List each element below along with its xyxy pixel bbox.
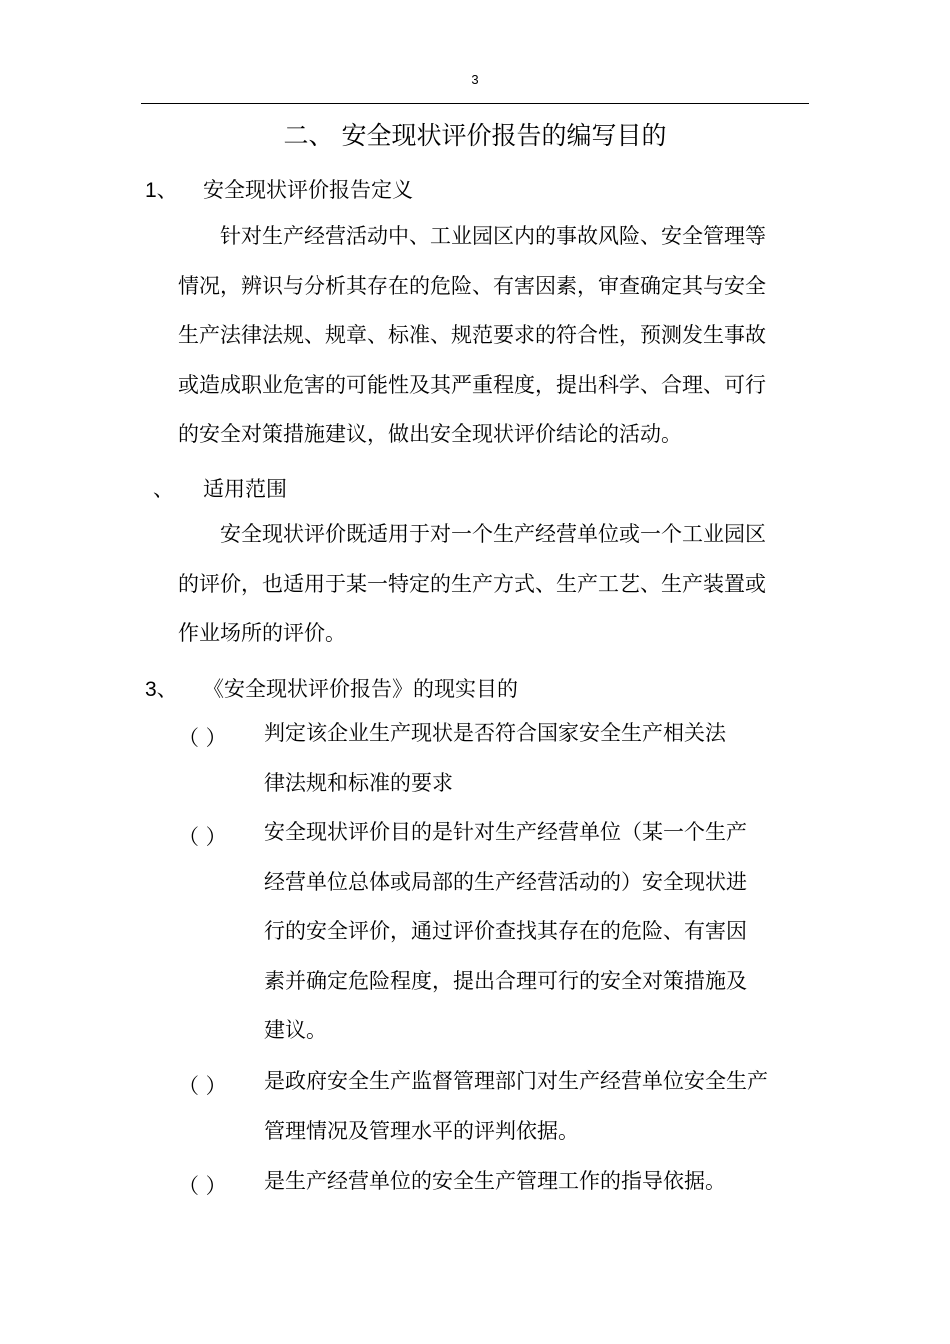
paragraph-line: 作业场所的评价。 [178,621,346,646]
subitem-line: 建议。 [264,1018,327,1043]
subitem-marker: （ ） [178,825,227,849]
item-number: 1、 [145,179,178,202]
paragraph-scope [178,510,818,659]
paragraph-line: 或造成职业危害的可能性及其严重程度，提出科学、合理、可行 [178,372,766,397]
item-number: 、 [153,477,174,501]
item-heading: 安全现状评价报告定义 [203,178,413,202]
section-title: 二、 安全现状评价报告的编写目的 [283,121,667,150]
header-rule [141,103,809,104]
subitem-text [264,808,824,1056]
subitem-marker: （ ） [178,726,227,750]
subitem-line: 经营单位总体或局部的生产经营活动的）安全现状进 [264,869,747,894]
subitem-marker: （ ） [178,1174,227,1198]
page-number: 3 [471,72,479,87]
paragraph-line: 生产法律法规、规章、标准、规范要求的符合性，预测发生事故 [178,323,766,348]
subitem-line: 律法规和标准的要求 [264,770,453,795]
subitem-text [264,709,824,808]
subitem-line: 管理情况及管理水平的评判依据。 [264,1118,579,1143]
subitem-marker: （ ） [178,1074,227,1098]
subitem-line: 安全现状评价目的是针对生产经营单位（某一个生产 [264,820,747,844]
subitem-line: 行的安全评价，通过评价查找其存在的危险、有害因 [264,919,747,944]
item-number: 3、 [145,678,178,701]
paragraph-definition [178,212,818,460]
subitem-line: 是生产经营单位的安全生产管理工作的指导依据。 [264,1169,726,1193]
item-heading: 《安全现状评价报告》的现实目的 [203,677,518,701]
subitem-text [264,1057,824,1156]
subitem-line: 判定该企业生产现状是否符合国家安全生产相关法 [264,721,726,745]
item-heading: 适用范围 [203,477,287,501]
paragraph-line: 的评价，也适用于某一特定的生产方式、生产工艺、生产装置或 [178,571,766,596]
paragraph-line: 的安全对策措施建议，做出安全现状评价结论的活动。 [178,422,682,447]
paragraph-line: 安全现状评价既适用于对一个生产经营单位或一个工业园区 [220,522,766,546]
subitem-line: 是政府安全生产监督管理部门对生产经营单位安全生产 [264,1069,768,1093]
subitem-text [264,1157,824,1207]
subitem-line: 素并确定危险程度，提出合理可行的安全对策措施及 [264,968,747,993]
paragraph-line: 情况，辨识与分析其存在的危险、有害因素，审查确定其与安全 [178,273,766,298]
paragraph-line: 针对生产经营活动中、工业园区内的事故风险、安全管理等 [220,224,766,248]
